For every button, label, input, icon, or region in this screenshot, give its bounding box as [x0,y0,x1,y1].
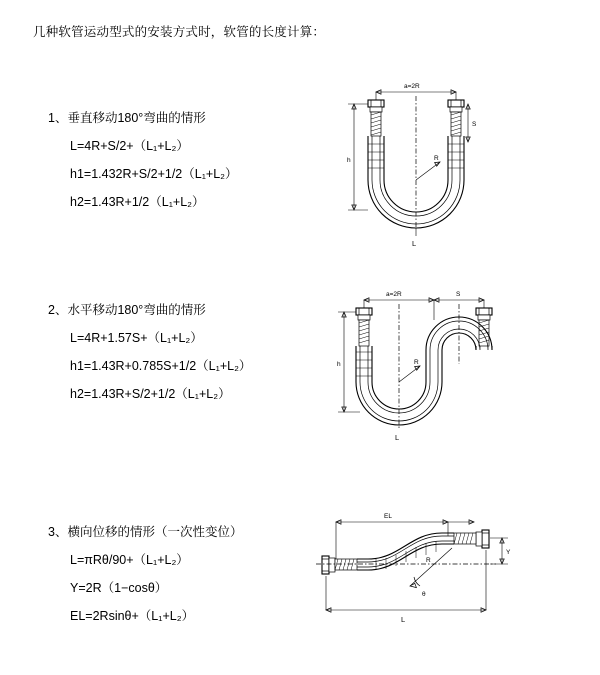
section-1-formula-2: h1=1.432R+S/2+1/2（L₁+L₂） [70,167,238,181]
svg-text:R: R [414,359,419,366]
svg-text:S: S [472,121,477,128]
svg-text:a=2R: a=2R [386,291,402,298]
section-3-formula-2: Y=2R（1−cosθ） [70,581,168,595]
svg-text:S: S [456,291,461,298]
section-1-title: 1、垂直移动180°弯曲的情形 [48,111,206,125]
svg-text:h: h [347,157,351,164]
lateral-offset-diagram [296,500,516,640]
section-1-formula-3: h2=1.43R+1/2（L₁+L₂） [70,195,205,209]
section-2-formula-2: h1=1.43R+0.785S+1/2（L₁+L₂） [70,359,252,373]
section-2-formula-1: L=4R+1.57S+（L₁+L₂） [70,331,203,345]
horizontal-180-bend-diagram [316,278,516,458]
section-2-title: 2、水平移动180°弯曲的情形 [48,303,206,317]
svg-text:θ: θ [422,591,426,598]
svg-text:L: L [401,615,406,624]
svg-text:R: R [426,557,431,564]
section-3-formula-3: EL=2Rsinθ+（L₁+L₂） [70,609,195,623]
section-3-title: 3、横向位移的情形（一次性变位） [48,525,243,539]
section-2-formula-3: h2=1.43R+S/2+1/2（L₁+L₂） [70,387,231,401]
section-1-formula-1: L=4R+S/2+（L₁+L₂） [70,139,189,153]
svg-text:L: L [412,239,417,248]
svg-text:R: R [434,155,439,162]
svg-text:a=2R: a=2R [404,83,420,90]
section-3-text [48,522,318,624]
page-title: 几种软管运动型式的安装方式时，软管的长度计算： [33,25,326,39]
svg-text:L: L [395,433,400,442]
svg-text:EL: EL [384,513,392,520]
svg-text:Y: Y [506,549,511,556]
vertical-180-bend-diagram [316,70,506,270]
svg-text:h: h [337,361,341,368]
section-2-text [48,300,318,402]
section-1-text [48,108,318,210]
section-3-formula-1: L=πRθ/90+（L₁+L₂） [70,553,189,567]
